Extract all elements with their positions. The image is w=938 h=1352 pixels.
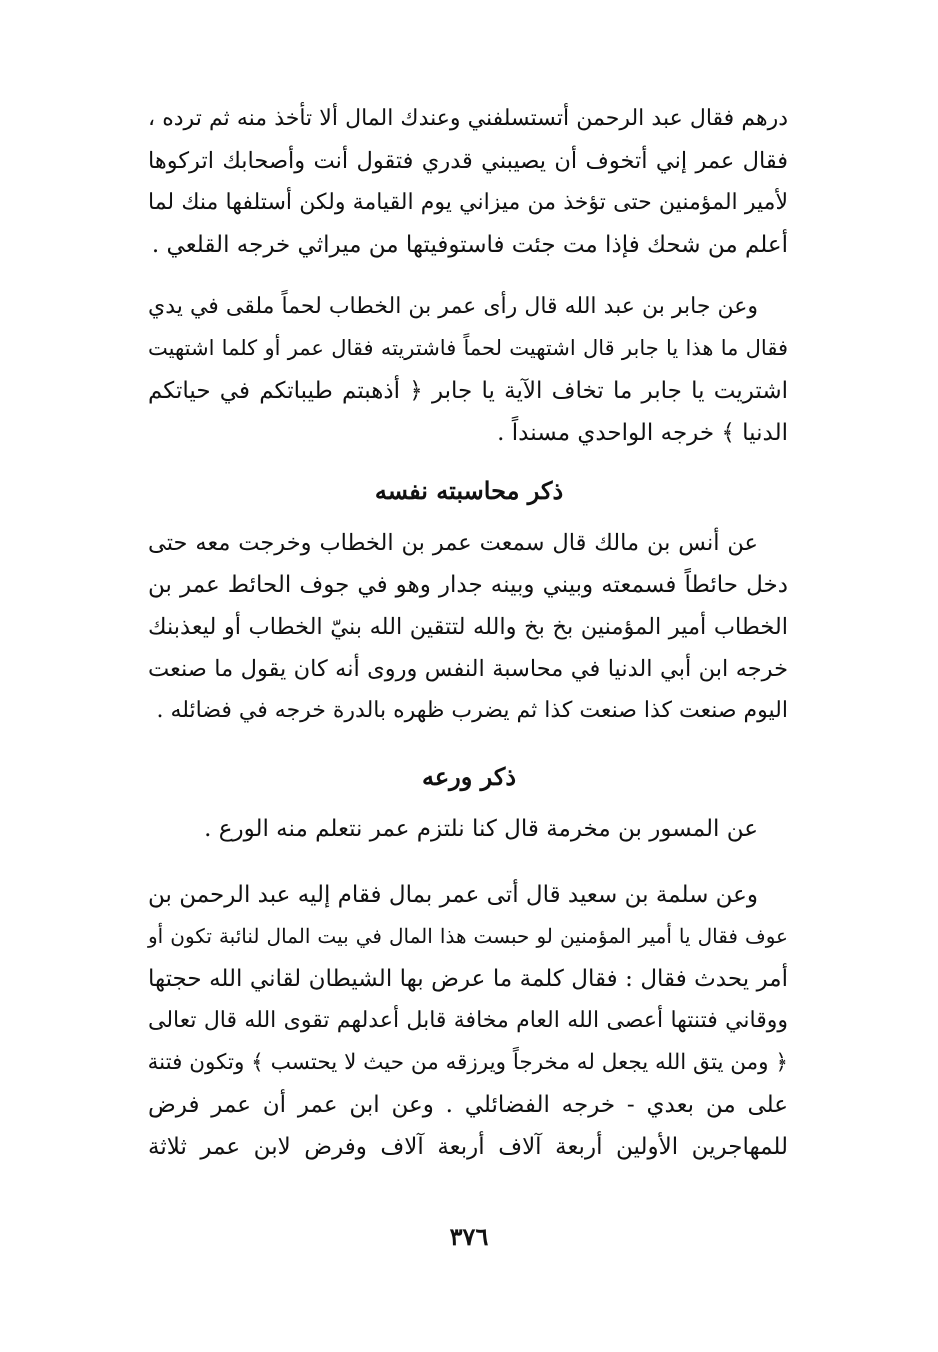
paragraph-1-line-1: درهم فقال عبد الرحمن أتستسلفني وعندك المال ألا تأخذ منه ثم ترده ، [148, 106, 788, 131]
section-heading-self-accounting: ذكر محاسبته نفسه [374, 476, 564, 505]
paragraph-2-line-1: وعن جابر بن عبد الله قال رأى عمر بن الخطاب لحماً ملقى في يدي [148, 294, 758, 319]
paragraph-1-line-4: أعلم من شحك فإذا مت جئت فاستوفيتها من ميراثي خرجه القلعي . [151, 232, 788, 258]
paragraph-3-line-4: خرجه ابن أبي الدنيا في محاسبة النفس وروى أنه كان يقول ما صنعت [148, 656, 788, 682]
paragraph-5-line-1: وعن سلمة بن سعيد قال أتى عمر بمال فقام إليه عبد الرحمن بن [148, 882, 758, 908]
paragraph-5-line-3: أمر يحدث فقال : فقال كلمة ما عرض بها الشيطان لقاني الله حجتها [148, 966, 788, 992]
paragraph-3-line-1: عن أنس بن مالك قال سمعت عمر بن الخطاب وخرجت معه حتى [148, 530, 758, 556]
paragraph-5-line-2: عوف فقال يا أمير المؤمنين لو حبست هذا المال في بيت المال لنائبة تكون أو [148, 924, 788, 948]
paragraph-5-line-4: ووقاني فتنتها أعصى الله العام مخافة قابل أعدلهم تقوى الله قال تعالى [148, 1008, 788, 1033]
paragraph-3-line-3: الخطاب أمير المؤمنين بخ بخ والله لتتقين الله بنيّ الخطاب أو ليعذبنك [148, 614, 788, 640]
paragraph-3-line-2: دخل حائطاً فسمعته وبيني وبينه جدار وهو في جوف الحائط عمر بن [148, 572, 788, 598]
page-number: ٣٧٦ [449, 1222, 489, 1251]
paragraph-5-line-7: للمهاجرين الأولين أربعة آلاف أربعة آلاف وفرض لابن عمر ثلاثة [148, 1134, 788, 1160]
paragraph-5-line-6: على من بعدي - خرجه الفضائلي . وعن ابن عمر أن عمر فرض [148, 1092, 788, 1118]
paragraph-2-line-3: اشتريت يا جابر ما تخاف الآية يا جابر ﴿ أذهبتم طيباتكم في حياتكم [148, 378, 788, 404]
paragraph-1-line-3: لأمير المؤمنين حتى تؤخذ من ميزاني يوم القيامة ولكن أستلفها منك لما [148, 190, 788, 215]
paragraph-2-line-4: الدنيا ﴾ خرجه الواحدي مسنداً . [497, 420, 788, 446]
paragraph-5-line-5: ﴿ ومن يتق الله يجعل له مخرجاً ويرزقه من حيث لا يحتسب ﴾ وتكون فتنة [147, 1050, 788, 1075]
section-heading-piety: ذكر ورعه [421, 762, 517, 791]
paragraph-4-line-1: عن المسور بن مخرمة قال كنا نلتزم عمر نتعلم منه الورع . [204, 816, 758, 842]
paragraph-3-line-5: اليوم صنعت كذا صنعت كذا ثم يضرب ظهره بالدرة خرجه في فضائله . [156, 698, 788, 723]
paragraph-1-line-2: فقال عمر إني أتخوف أن يصيبني قدري فتقول أنت وأصحابك اتركوها [148, 148, 788, 174]
paragraph-2-line-2: فقال ما هذا يا جابر قال اشتهيت لحماً فاشتريته فقال عمر أو كلما اشتهيت [148, 336, 788, 360]
